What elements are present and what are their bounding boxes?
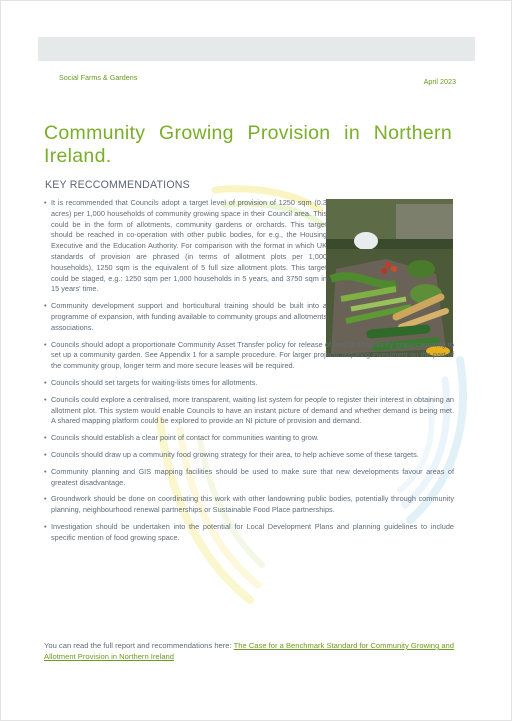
recommendations-list bbox=[44, 198, 454, 550]
report-link[interactable]: The Case for a Benchmark Standard for Community Growing and Allotment Provision in Northern Ireland bbox=[44, 641, 454, 661]
document-date: April 2023 bbox=[423, 77, 456, 86]
org-name: Social Farms & Gardens bbox=[59, 73, 138, 82]
recommendation-item: • Councils should adopt a proportionate Community Asset Transfer policy for release of land to community groups wanting to set up a community garden. See Appendix 1 for a sample procedure. For larger projects requiring investment on the part of the community group, longer term and more secure leases will be required. bbox=[44, 340, 454, 372]
recommendation-item: • Councils should draw up a community food growing strategy for their area, to help achieve some of these targets. bbox=[44, 450, 454, 461]
recommendation-item: • Community development support and horticultural training should be built into a programme of expansion, with funding available to community groups and allotments associations. bbox=[44, 301, 327, 333]
recommendation-item: • Councils should set targets for waiting-lists times for allotments. bbox=[44, 378, 454, 389]
recommendation-item: • It is recommended that Councils adopt a target level of provision of 1250 sqm (0.3 acres) per 1,000 households of community growing space in their Council area. This could be in the form of allotments, community gardens or orchards. This target should be reached in co-operation with other public bodies, for e.g., the Housing Executive and the Education Authority. For comparison with the format in which UK standards of provision are phrased (in terms of allotment plots per 1,000 households), 1250 sqm is the equivalent of 5 full size allotment plots. This target could be staged, e.g.: 1250 sqm per 1,000 households in 5 years, and 3750 sqm in 15 years' time. bbox=[44, 198, 327, 295]
page-title: Community Growing Provision in Northern Ireland. bbox=[44, 122, 452, 167]
recommendation-item: • Investigation should be undertaken into the potential for Local Development Plans and planning guidelines to include specific mention of food growing space. bbox=[44, 522, 454, 544]
recommendation-item: • Councils could explore a centralised, more transparent, waiting list system for people to register their interest in obtaining an allotment plot. This system would enable Councils to have an instant picture of demand and whether demand is being met. A shared mapping platform could be explored to provide an NI picture of provision and demand. bbox=[44, 395, 454, 427]
section-heading: KEY RECCOMMENDATIONS bbox=[45, 179, 190, 191]
header-band bbox=[38, 37, 475, 61]
footer-text: You can read the full report and recommendations here: bbox=[44, 641, 234, 650]
footer-note bbox=[44, 640, 454, 662]
recommendation-item: • Community planning and GIS mapping facilities should be used to make sure that new developments favour areas of greatest disadvantage. bbox=[44, 467, 454, 489]
recommendation-item: • Councils should establish a clear point of contact for communities wanting to grow. bbox=[44, 433, 454, 444]
recommendation-item: • Groundwork should be done on coordinating this work with other landowning public bodies, potentially through community planning, neighbourhood renewal partnerships or Sustainable Food Place partnerships. bbox=[44, 494, 454, 516]
